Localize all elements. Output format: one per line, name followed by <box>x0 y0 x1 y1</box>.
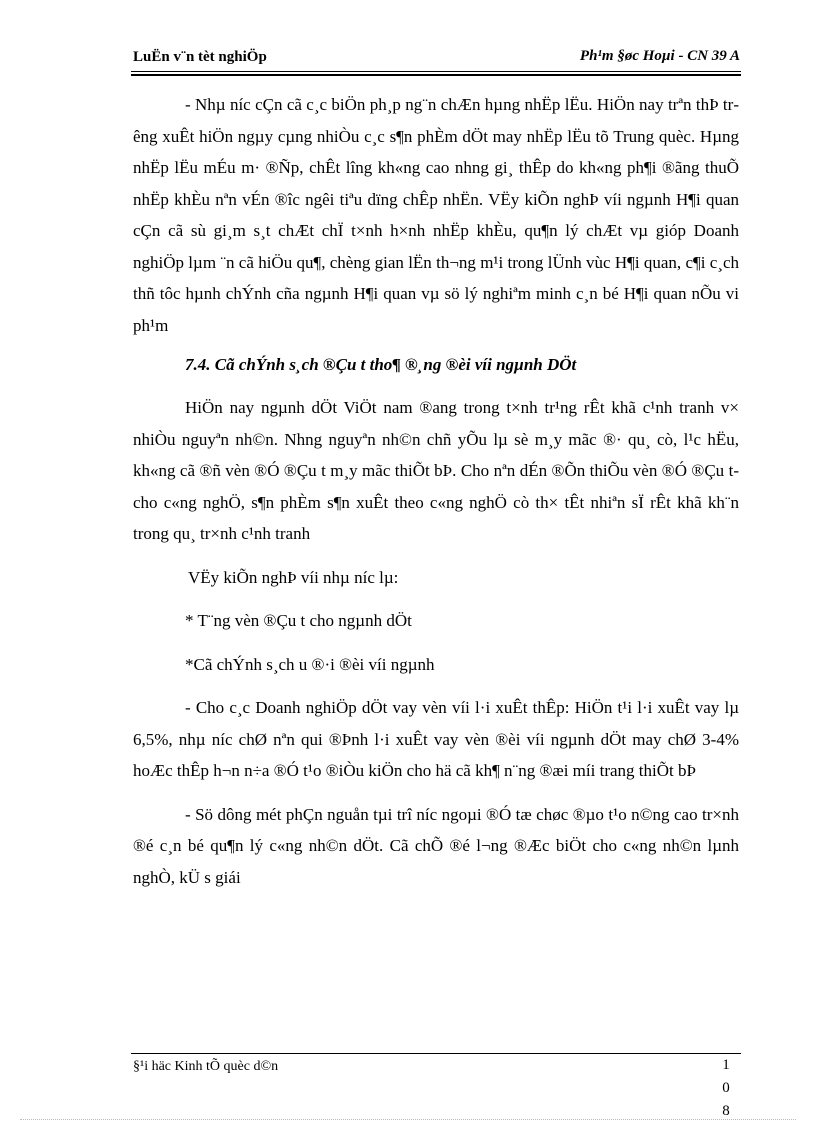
page-header-left: LuËn v¨n tèt nghiÖp <box>133 49 267 65</box>
paragraph-textile-industry: HiÖn nay ngµnh dÖt ViÖt nam ®ang trong t×nh tr¹ng rÊt khã c¹nh tranh v× nhiÒu nguyªn nh©n. Nhng nguyªn nh©n chñ yÕu lµ sè m¸y mãc ®· qu¸ cò, l¹c hËu, kh«ng cã ®ñ vèn ®Ó ®Çu t m¸y mãc thiÕt bÞ. Cho nªn dÉn ®Õn thiÕu vèn ®Ó ®Çu t cho c«ng nghÖ, s¶n phÈm s¶n xuÊt theo c«ng nghÖ cò th× tÊt nhiªn sÏ rÊt khã kh¨n trong qu¸ tr×nh c¹nh tranh <box>133 398 739 543</box>
paragraph-training: - Sö dông mét phÇn nguån tµi trî níc ngoµi ®Ó tæ chøc ®µo t¹o n©ng cao tr×nh ®é c¸n bé qu¶n lý c«ng nh©n dÖt. Cã chÕ ®é l¬ng ®Æc biÖt cho c«ng nh©n lµnh nghÒ, kÜ s giái <box>133 804 739 887</box>
recommendation-item-2: *Cã chÝnh s¸ch u ®·i ®èi víi ngµnh <box>185 654 435 674</box>
paragraph-customs: - Nhµ níc cÇn cã c¸c biÖn ph¸p ng¨n chÆn hµng nhËp lËu. HiÖn nay trªn thÞ trêng xuÊt hiÖn ngµy cµng nhiÒu c¸c s¶n phÈm dÖt may nhËp lËu tõ Trung quèc. Hµng nhËp lËu mÉu m· ®Ñp, chÊt lîng kh«ng cao nhng gi¸ thÊp do kh«ng ph¶i ®ãng thuÕ nhËp khÈu nªn vÉn ®îc ngêi tiªu dïng chÊp nhËn. VËy kiÕn nghÞ víi ngµnh H¶i quan cÇn cã sù gi¸m s¸t chÆt chÏ t×nh h×nh nhËp khÈu, qu¶n lý chÆt vµ gióp Doanh nghiÖp lµm ¨n cã hiÖu qu¶, chèng gian lËn th¬ng m¹i trong lÜnh vùc H¶i quan, c¶i c¸ch thñ tôc hµnh chÝnh cña ngµnh H¶i quan vµ sö lý nghiªm minh c¸n bé H¶i quan nÕu vi ph¹m <box>133 95 739 335</box>
page-number <box>719 1054 733 1123</box>
paragraph-loans: - Cho c¸c Doanh nghiÖp dÖt vay vèn víi l·i xuÊt thÊp: HiÖn t¹i l·i xuÊt vay lµ 6,5%, nhµ níc chØ nªn qui ®Þnh l·i xuÊt vay vèn ®èi víi ngµnh dÖt may chØ 3-4% hoÆc thÊp h¬n n÷a ®Ó t¹o ®iÒu kiÖn cho hä cã kh¶ n¨ng ®æi míi trang thiÕt bÞ <box>133 698 739 780</box>
page-header-right: Ph¹m §øc Hoµi - CN 39 A <box>579 48 740 64</box>
header-rule <box>131 71 741 72</box>
page-edge-dots <box>20 1119 796 1120</box>
footer-university: §¹i häc Kinh tÕ quèc d©n <box>133 1059 279 1074</box>
page-number-digit: 1 <box>722 1057 730 1073</box>
recommendation-item-1: * T¨ng vèn ®Çu t cho ngµnh dÖt <box>185 611 412 630</box>
header-rule-thick <box>131 74 741 76</box>
page-body <box>133 89 739 893</box>
footer-rule <box>131 1053 741 1054</box>
section-heading: 7.4. Cã chÝnh s¸ch ®Çu t tho¶ ®¸ng ®èi víi ngµnh DÖt <box>185 355 577 374</box>
page-number-digit: 0 <box>722 1080 730 1096</box>
recommendation-intro: VËy kiÕn nghÞ víi nhµ níc lµ: <box>188 567 399 587</box>
page-number-digit: 8 <box>722 1103 730 1119</box>
